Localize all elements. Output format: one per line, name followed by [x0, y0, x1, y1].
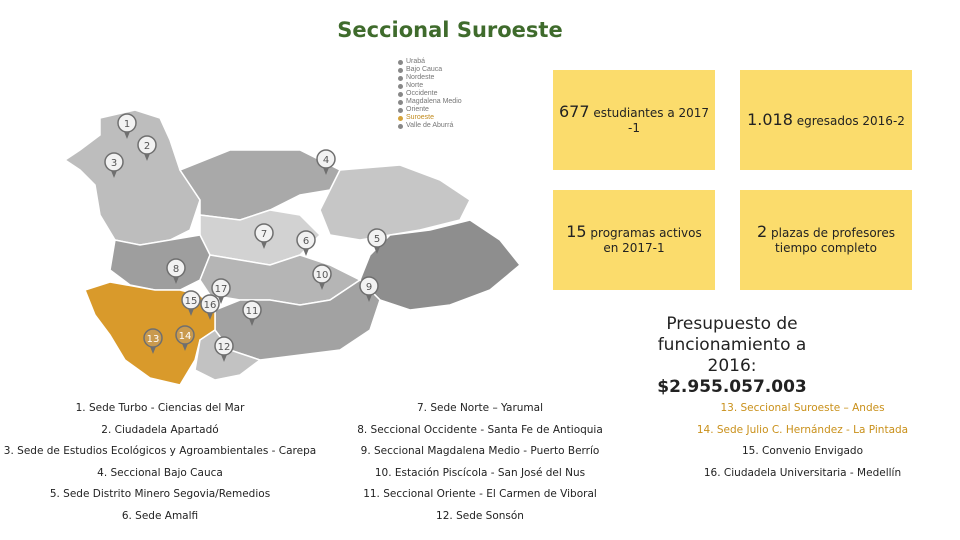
- legend-item-oriente: Oriente: [398, 106, 462, 114]
- map-legend: [398, 58, 462, 130]
- stat-label: programas activos: [590, 226, 702, 240]
- pin-icon: [398, 116, 403, 121]
- list-item-highlighted: 14. Sede Julio C. Hernández - La Pintada: [696, 423, 909, 436]
- list-item: 12. Sede Sonsón: [436, 509, 524, 522]
- legend-item-valle-aburra: Valle de Aburrá: [398, 122, 462, 130]
- list-item: 7. Sede Norte – Yarumal: [417, 402, 543, 414]
- list-item: 15. Convenio Envigado: [741, 445, 864, 457]
- budget-block: [648, 314, 816, 398]
- stat-value: 15: [566, 222, 587, 241]
- stat-label-2: tiempo completo: [775, 241, 877, 255]
- region-occidente: [110, 235, 210, 290]
- stat-value: 2: [757, 222, 768, 241]
- pin-label: 8: [172, 264, 180, 275]
- stat-graduates: [740, 70, 912, 170]
- list-item: 5. Sede Distrito Minero Segovia/Remedios: [49, 488, 271, 500]
- pin-label: 12: [217, 342, 231, 353]
- budget-value: $2.955.057.003: [657, 377, 807, 397]
- stat-label-2: -1: [628, 121, 640, 135]
- list-item: 2. Ciudadela Apartadó: [101, 423, 219, 436]
- pin-label: 1: [123, 119, 131, 130]
- pin-label: 7: [260, 229, 268, 240]
- list-item: 9. Seccional Magdalena Medio - Puerto Berrío: [360, 445, 600, 457]
- sede-list-3: [650, 402, 955, 488]
- pin-label: 17: [214, 284, 228, 295]
- page-title: Seccional Suroeste: [337, 18, 563, 42]
- pin-icon: [398, 100, 403, 105]
- list-item: 8. Seccional Occidente - Santa Fe de Antioquia: [357, 423, 603, 436]
- list-item: 16. Ciudadela Universitaria - Medellín: [703, 466, 902, 479]
- legend-item-nordeste: Nordeste: [398, 74, 462, 82]
- stat-label-2: en 2017-1: [603, 241, 665, 255]
- pin-label: 15: [184, 296, 198, 307]
- list-item: 6. Sede Amalfi: [121, 509, 199, 522]
- pin-icon: [398, 124, 403, 129]
- sede-list-2: [330, 402, 630, 531]
- stat-students: [553, 70, 715, 170]
- legend-item-magdalena-medio: Magdalena Medio: [398, 98, 462, 106]
- pin-label: 3: [110, 158, 118, 169]
- list-item: 1. Sede Turbo - Ciencias del Mar: [75, 402, 245, 414]
- region-bajo-cauca: [180, 150, 340, 220]
- pin-label: 10: [315, 270, 329, 281]
- pin-label: 16: [203, 300, 217, 311]
- list-item-highlighted: 13. Seccional Suroeste – Andes: [720, 402, 885, 414]
- pin-label: 13: [146, 334, 160, 345]
- stat-value: 1.018: [747, 109, 793, 129]
- legend-item-suroeste: Suroeste: [398, 114, 462, 122]
- antioquia-map: [55, 60, 565, 400]
- pin-label: 2: [143, 141, 151, 152]
- stat-label: plazas de profesores: [771, 226, 895, 240]
- pin-label: 14: [178, 331, 192, 342]
- pin-label: 5: [373, 234, 381, 245]
- pin-icon: [398, 84, 403, 89]
- stat-value: 677: [558, 102, 590, 121]
- legend-item-norte: Norte: [398, 82, 462, 90]
- pin-icon: [398, 108, 403, 113]
- stat-label: estudiantes a 2017: [593, 106, 710, 120]
- sede-list-1: [0, 402, 320, 531]
- pin-icon: [398, 60, 403, 65]
- pin-icon: [398, 92, 403, 97]
- list-item: 4. Seccional Bajo Cauca: [97, 466, 223, 479]
- pin-label: 9: [365, 282, 373, 293]
- pin-label: 4: [322, 155, 330, 166]
- list-item: 10. Estación Piscícola - San José del Nus: [374, 466, 586, 479]
- pin-label: 6: [302, 236, 310, 247]
- pin-icon: [398, 76, 403, 81]
- list-item: 3. Sede de Estudios Ecológicos y Agroambientales - Carepa: [3, 445, 317, 457]
- stat-programs: [553, 190, 715, 290]
- budget-line-2: funcionamiento a: [657, 335, 807, 355]
- legend-item-occidente: Occidente: [398, 90, 462, 98]
- stat-label: egresados 2016-2: [796, 113, 905, 128]
- pin-icon: [398, 68, 403, 73]
- legend-item-bajo-cauca: Bajo Cauca: [398, 66, 462, 74]
- list-item: 11. Seccional Oriente - El Carmen de Viboral: [363, 488, 597, 500]
- map-regions: [65, 110, 520, 385]
- pin-label: 11: [245, 306, 259, 317]
- legend-item-uraba: Urabá: [398, 58, 462, 66]
- budget-line-3: 2016:: [707, 356, 757, 376]
- budget-line-1: Presupuesto de: [666, 314, 798, 334]
- stat-professors: [740, 190, 912, 290]
